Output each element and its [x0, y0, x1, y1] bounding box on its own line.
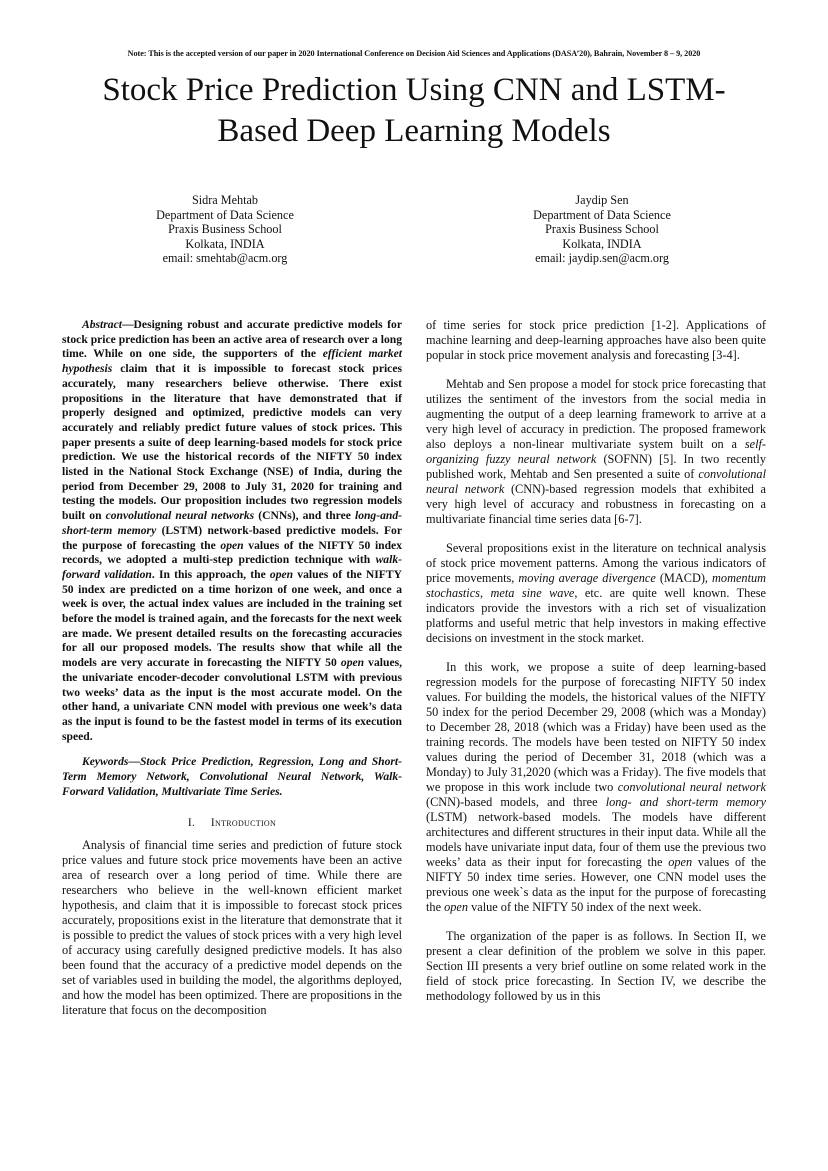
author-city: Kolkata, INDIA — [185, 236, 265, 251]
left-column — [62, 318, 402, 1018]
body-text: In this work, we propose a suite of deep learning-based regression models for the purpose of forecasting NIFTY 50 index values. For building the models, the historical values of the NIFTY 50 index for the period December 29, 2008 (which was a Monday) to December 28, 2018 (which was a Friday) have been used as the training records. The models have been tested on NIFTY 50 index values during the period of December 31, 2018 (which was a Monday) to July 31,2020 (which was a Friday). The five models that we propose in this work include two — [426, 660, 766, 794]
body-text: Several propositions exist in the literature on technical analysis of stock price movement patterns. Among the various indicators of price movements, — [426, 541, 766, 585]
body-emphasis: momentum stochastics — [426, 571, 767, 600]
author-department: Department of Data Science — [533, 207, 671, 222]
body-paragraph-1: of time series for stock price prediction [1-2]. Applications of machine learning and deep-learning approaches have also been quite popular in stock price movement analysis and forecasting [3-4]. — [426, 318, 766, 362]
abstract-label: Abstract — [82, 318, 122, 331]
body-emphasis: meta sine wave — [490, 586, 575, 600]
body-emphasis: long- and short-term memory — [605, 795, 766, 809]
author-department: Department of Data Science — [156, 207, 294, 222]
body-text: (SOFNN) [5]. In two recently published work, Mehtab and Sen presented a suite of — [426, 452, 766, 481]
abstract-text: (CNNs), and three — [254, 509, 355, 523]
paper-title — [60, 70, 768, 152]
body-text: (CNN)-based regression models that exhibited a very high level of accuracy and robustness in forecasting on a multivariate financial time series data [6-7]. — [426, 482, 766, 526]
body-text: (MACD), — [655, 571, 713, 585]
author-block-2 — [472, 193, 732, 266]
abstract-emphasis: efficient market hypothesis — [62, 347, 403, 376]
body-emphasis: open — [444, 900, 469, 914]
abstract-text: —Designing robust and accurate predictive models for stock price prediction has been an active area of research over a long time. While on one side, the supporters of the — [62, 318, 402, 361]
body-emphasis: self-organizing fuzzy neural network — [426, 437, 766, 466]
abstract-paragraph — [62, 318, 402, 744]
body-emphasis: convolutional neural network — [426, 467, 766, 496]
body-text: values of the NIFTY 50 index time series. However, one CNN model uses the previous one week`s data as the input for the purpose of forecasting the — [426, 855, 766, 914]
section-number: I. — [187, 816, 196, 829]
author-name: Sidra Mehtab — [191, 193, 258, 207]
abstract-text: (LSTM) network-based predictive models. For the purpose of forecasting the — [62, 523, 402, 552]
keywords-label: Keywords — [82, 755, 129, 769]
author-block-1 — [95, 193, 355, 266]
abstract-emphasis: open — [269, 567, 294, 581]
abstract-text: values of the NIFTY 50 index are predicted on a time horizon of one week, and once a week is over, the actual index values are included in the training set before the model is trained again, and the forecasts for the next week are made. We present detailed results on the forecasting accuracies for all our proposed models. The results show that while all the models are very accurate in forecasting the NIFTY 50 — [62, 567, 402, 670]
body-paragraph-5: The organization of the paper is as follows. In Section II, we present a clear definition of the problem we solve in this paper. Section III presents a very brief outline on some related work in the field of stock price forecasting. In Section IV, we describe the methodology followed by us in this — [426, 929, 766, 1003]
body-text: , etc. are quite well known. These indicators provide the investors with a rich set of visualization platforms and useful metric that help investors in making effective decisions on investment in the stock market. — [426, 586, 766, 645]
abstract-emphasis: long-and-short-term memory — [62, 509, 402, 537]
abstract-emphasis: convolutional neural networks — [105, 509, 255, 523]
abstract-emphasis: walk-forward validation — [62, 553, 402, 581]
title-line-1: Stock Price Prediction Using CNN and LSTM- — [102, 72, 726, 108]
body-text: , — [479, 586, 491, 600]
body-emphasis: open — [668, 855, 693, 869]
abstract-emphasis: open — [340, 656, 365, 670]
right-column — [426, 318, 766, 1004]
body-emphasis: moving average divergence — [518, 571, 656, 585]
author-school: Praxis Business School — [545, 222, 659, 237]
author-email: email: smehtab@acm.org — [162, 251, 288, 266]
introduction-body — [62, 838, 402, 1018]
body-paragraph-3 — [426, 541, 766, 646]
title-line-2: Based Deep Learning Models — [217, 113, 611, 149]
abstract-text: values of the NIFTY 50 index records, we adopted a multi-step prediction technique with — [62, 538, 402, 567]
abstract-text: values, the univariate encoder-decoder convolutional LSTM with previous two weeks’ data as the input is the most accurate model. On the other hand, a univariate CNN model with previous one week’s data as the input is found to be the fastest model in terms of its execution speed. — [62, 656, 403, 743]
abstract-text: claim that it is impossible to forecast stock prices accurately, many researchers believe otherwise. There exist propositions in the literature that have demonstrated that if properly designed and optimized, predictive models can very accurately and reliably predict future values of stock prices. This paper presents a suite of deep learning-based models for stock price prediction. We use the historical records of the NIFTY 50 index listed in the National Stock Exchange (NSE) of India, during the period from December 29, 2008 to July 31, 2020 for training and testing the models. Our proposition includes two regression models built on — [62, 362, 402, 523]
abstract — [62, 318, 402, 800]
intro-paragraph: Analysis of financial time series and prediction of future stock price values and future stock price movements have been an active area of research over a long period of time. While there are researchers who believe in the well-known efficient market hypothesis, and claim that it is impossible to forecast stock prices accurately, propositions exist in the literature that demonstrate that it is possible to predict the values of stock prices with a very high level of accuracy using carefully designed predictive models. It has also been found that the accuracy of a predictive model depends on the set of variables used in building the model, the algorithms deployed, and how the model has been optimized. There are propositions in the literature that focus on the decomposition — [62, 837, 402, 1017]
abstract-text: . In this approach, the — [151, 567, 270, 581]
body-text: Mehtab and Sen propose a model for stock price forecasting that utilizes the sentiment of the investors from the social media in augmenting the output of a deep learning framework to arrive at a very high level of accuracy in prediction. The proposed framework also deploys a non-linear multivariate system built on a — [426, 377, 766, 451]
body-text: (LSTM) network-based models. The models have different architectures and different structures in their input data. While all the models have univariate input data, four of them use the previous two weeks’ data as their input for forecasting the — [426, 810, 766, 869]
author-city: Kolkata, INDIA — [562, 236, 642, 251]
body-text: (CNN)-based models, and three — [426, 795, 606, 809]
keywords — [62, 755, 402, 799]
keywords-text: —Stock Price Prediction, Regression, Long and Short-Term Memory Network, Convolutional Neural Network, Walk-Forward Validation, Multivariate Time Series. — [62, 755, 402, 798]
section-heading-introduction — [62, 816, 402, 831]
section-title: Introduction — [210, 816, 277, 829]
body-paragraph-2 — [426, 377, 766, 527]
body-emphasis: convolutional neural network — [617, 780, 766, 794]
author-school: Praxis Business School — [168, 222, 282, 237]
abstract-emphasis: open — [220, 538, 244, 552]
body-paragraph-4 — [426, 660, 766, 915]
author-name: Jaydip Sen — [575, 193, 629, 207]
conference-note: Note: This is the accepted version of our paper in 2020 International Conference on Decision Aid Sciences and Applications (DASA’20), Bahrain, November 8 – 9, 2020 — [127, 49, 701, 58]
author-email: email: jaydip.sen@acm.org — [535, 251, 669, 266]
body-text: value of the NIFTY 50 index of the next week. — [468, 900, 702, 914]
